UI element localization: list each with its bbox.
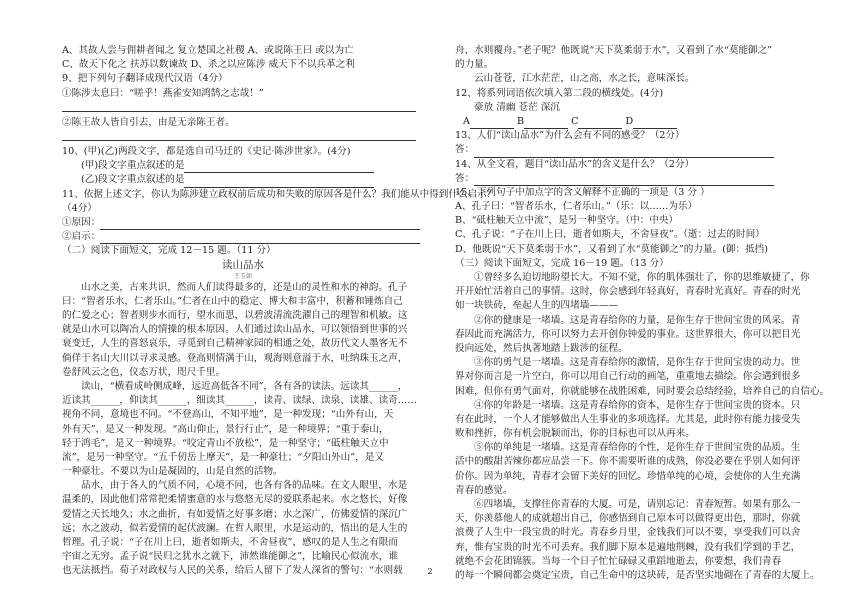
- q15-label: 15、下列句子中加点字的含义解释不正确的一项是（3 分 ）: [455, 186, 710, 198]
- paragraph-1: [62, 281, 424, 380]
- text-line: ⑥四堵墙，支撑住你青春的大厦。可是，请别忘记：青春短暂。如果有那么一: [474, 499, 801, 510]
- text-line: 青春的感觉。: [455, 484, 513, 496]
- blank-a[interactable]: [470, 118, 514, 129]
- q15-option-a[interactable]: A、孔子曰：“智者乐水，仁者乐山。”（乐：以……为乐）: [455, 201, 698, 213]
- text-line: 近读其______，仰读其______，细读其______，读青、读绿、读泉、读雄、读奇……: [62, 395, 417, 407]
- text-line: 舟，水则覆舟。”老子呢？他既说“天下莫柔弱于水”，又看到了水“莫能御之”: [455, 45, 773, 56]
- text-line: 曰：“智者乐水，仁者乐山。”仁者在山中的稳定、博大和丰富中，积蓄和锤炼自己: [62, 295, 403, 307]
- text-line: 流”，是另一种坚守。“五千仞岳上摩天”，是一种豪壮；“夕阳山外山”，是又: [62, 451, 384, 463]
- text-line: 困难，但你有勇气面对，你就能够在战胜困难，同时要会总结经验，培养自己的自信心。: [455, 385, 830, 397]
- blank-d[interactable]: [633, 118, 677, 129]
- text-line: ③你的勇气是一堵墙。这是青春给你的激情，是你生存于世间宝贵的动力。世: [474, 357, 801, 369]
- section-3-header: （三）阅读下面短文，完成 16－19 题。（13 分）: [455, 257, 669, 269]
- text-line: 也无法抵挡。荀子对政权与人民的关系，给后人留下了发人深省的警句：“水则载: [62, 565, 403, 577]
- text-line: 倘佯于名山大川以寻求灵感。登高则情满于山，观海则意溢于水，吐纳珠玉之声，: [62, 352, 408, 364]
- q14-answer: 答：: [455, 172, 807, 186]
- q15-option-b[interactable]: B、“砥柱触天立中流”，是另一种坚守。（中：中央）: [455, 215, 679, 227]
- text-line: 的每一个瞬间都会奠定宝贵，自己生命中的这块砖，是否坚实地砌在了青春的大厦上。: [455, 569, 820, 581]
- text-line: 的力量。: [455, 59, 494, 71]
- text-line: 卷舒风云之色，仪态万状，咫尺千里。: [62, 366, 226, 378]
- q9-label: 9、把下列句子翻译成现代汉语（4分）: [62, 73, 228, 85]
- text-line: 有在此时，一个人才能够做出人生事业的多项选择。尤其是，此时你有能力接受失: [455, 413, 801, 425]
- answer-line[interactable]: [62, 130, 416, 141]
- text-line: 轻于鸿毛”，是又一种境界。“咬定青山不放松”，是一种坚守；“砥柱触天立中: [62, 437, 389, 449]
- paragraph-4: 云山苍苍，江水茫茫，山之高，水之长，意味深长。: [474, 73, 695, 85]
- right-column: [455, 44, 830, 583]
- q13-label: 13、人们“读山品水”为什么会有不同的感受？（2分）: [455, 130, 685, 142]
- blank-b[interactable]: [524, 118, 568, 129]
- text-line: 宇宙之无穷。孟子说“民归之犹水之就下，沛然谁能御之”，比喻民心似流水，谁: [62, 551, 398, 563]
- text-line: 远；水之波动，似若爱情的起伏波澜。在哲人眼里，水是运动的，悟出的是人生的: [62, 522, 408, 534]
- q11-reason: ①原因：: [62, 216, 424, 230]
- text-line: 弃，惟有宝贵的时光不可丢弃。我们脚下原本是遍地荆棘，没有我们学到的手艺，: [455, 541, 801, 553]
- paragraph-2: [62, 380, 424, 479]
- answer-blank[interactable]: [100, 219, 420, 230]
- text-line: 读山，“横看成岭侧成峰，远近高低各不同”，各有各的读法。远读其______，: [81, 380, 408, 392]
- text-line: 春因此而充满活力，你可以努力去开创你钟爱的事业。这世界很大，你可以把目光: [455, 328, 801, 340]
- text-line: ④你的年龄是一堵墙。这是青春给你的资本，是你生存于世间宝贵的资本。只: [474, 399, 801, 411]
- text-line: 的仁爱之心；智者则步水而行，望水而思，以碧波清流洗濯自己的理智和机敏。这: [62, 310, 408, 322]
- text-line: 哲理。孔子说：“子在川上曰，逝者如斯夫，不舍昼夜”，感叹的是人生之有限而: [62, 537, 398, 549]
- text-line: 浪费了人生中一段宝贵的时光。青春乡月里，金钱我们可以不要，享受我们可以舍: [455, 527, 801, 539]
- q11-score: （4分）: [62, 202, 97, 214]
- text-line: 衰变迁，人生的喜怒哀乐，寻觅到自己精神家园的相通之处，故历代文人墨客无不: [62, 338, 408, 350]
- q9-sentence-1: ①陈涉太息曰：“嗟乎！燕雀安知鸿鹄之志哉！”: [62, 87, 264, 99]
- text-line: 山水之美，古来共识，然而人们读得最多的，还是山的灵性和水的神韵。孔子: [81, 281, 408, 293]
- q14-label: 14、从全文看，题目“读山品水”的含义是什么？（2分）: [455, 158, 695, 170]
- paragraph-3: [62, 479, 424, 578]
- q15-option-c[interactable]: C、孔子说：“子在川上曰，逝者如斯夫，不舍昼夜”。（逝：过去的时间）: [455, 229, 765, 241]
- passage-3-body: [455, 271, 830, 583]
- page-number: 2: [427, 567, 433, 576]
- text-line: 活中的酸甜苦辣你都应品尝一下。你不需要听谁的成熟，你没必要在乎别人如何评: [455, 456, 801, 468]
- text-line: 品水，由于各人的气质不同，心境不同，也各有各的品味。在文人眼里，水是: [81, 480, 408, 492]
- q10-item-a: (甲)段文字重点叙述的是: [62, 159, 424, 173]
- text-line: ⑤你的单纯是一堵墙。这是青春给你的个性，是你生存于世间宝贵的品质。生: [474, 442, 801, 454]
- q12-words: 豪放 清幽 苍茫 深沉: [474, 101, 560, 113]
- text-line: 投向远处，然后执著地踏上跋涉的征程。: [455, 342, 628, 354]
- text-line: 价你。因为单纯，青春才会留下美好的回忆。珍惜单纯的心境，会使你的人生充满: [455, 470, 801, 482]
- text-line: ①曾经多么迫切地盼望长大。不知不觉，你的肌体强壮了，你的思维敏捷了，你: [474, 272, 810, 283]
- answer-blank[interactable]: [474, 147, 774, 158]
- article-author: 王玉如: [233, 272, 252, 280]
- text-line: 如一块铁砖，垒起人生的四堵墙———: [455, 300, 619, 312]
- q11-insight: ②启示：: [62, 230, 424, 244]
- article-title: 读山品水: [222, 259, 264, 272]
- q12-blanks: A B C D: [455, 115, 807, 129]
- text-line: 外有天”，是又一种发现。“高山仰止，景行行止”，是一种境界；“重于泰山，: [62, 423, 389, 435]
- section-2-header: （二）阅读下面短文，完成 12－15 题。（11 分）: [62, 245, 276, 257]
- text-line: 就是山水可以陶冶人的情操的根本原因。人们通过读山品水，可以领悟到世事的兴: [62, 324, 408, 336]
- answer-line[interactable]: [62, 101, 416, 112]
- blank-c[interactable]: [578, 118, 622, 129]
- q12-label: 12、将系列词语依次填入第二段的横线处。(4分): [455, 87, 664, 99]
- answer-blank[interactable]: [100, 233, 420, 244]
- text-line: 就绝不会花团锦簇。当每一个日子忙忙碌碌又重蹈地逝去，你要想，我们青春: [455, 555, 782, 567]
- text-line: 一种豪壮。不要以为山是凝固的，山是自然的活物。: [62, 466, 283, 478]
- paragraph-3-continued: [455, 44, 807, 72]
- q8-option-line-1: A、其故人尝与佣耕者闻之 复立楚国之社稷 A、或说陈王曰 或以为亡: [62, 45, 354, 56]
- q9-sentence-2: ②陈王故人皆自引去，由是无亲陈王者。: [62, 116, 235, 128]
- text-line: 天，你羡慕他人的成就超出自己，你感悟到自己原本可以做得更出色，那时，你就: [455, 513, 801, 525]
- answer-blank[interactable]: [474, 175, 774, 186]
- text-line: 视角不同，意境也不同。“不登高山，不知平地”，是一种发现；“山外有山，天: [62, 409, 394, 421]
- text-line: 开开始忙活着自己的事情。这时，你会感到年轻真好，青春时光真好。青春的时光: [455, 286, 801, 298]
- text-line: ②你的健康是一堵墙。这是青春给你的力量，是你生存于世间宝贵的风采。青: [474, 314, 801, 326]
- q13-answer: 答：: [455, 143, 807, 157]
- text-line: 败和挫折，你有机会脱颖而出，你的目标也可以从再来。: [455, 428, 695, 440]
- q10-label: 10、(甲)(乙)两段文字，都是选自司马迁的《史记·陈涉世家》。(4分): [62, 145, 351, 157]
- q15-option-d[interactable]: D、他既说“天下莫柔弱于水”，又看到了水“莫能御之”的力量。(御：抵挡): [455, 243, 769, 255]
- q8-option-line-2: C、故天下化之 扶苏以数谏故 D、杀之以应陈涉 威天下不以兵革之利: [62, 59, 355, 71]
- answer-blank[interactable]: [184, 162, 374, 173]
- text-line: 温柔的，因此他们常常把柔情蜜意的水与悠悠无尽的爱联系起来。水之悠长，好像: [62, 494, 408, 506]
- answer-blank[interactable]: [184, 177, 374, 188]
- q11-label: 11、依据上述文字，你认为陈涉建立政权前后成功和失败的原因各是什么？我们能从中得到什么启示？: [62, 188, 497, 200]
- text-line: 爱情之天长地久；水之曲折，有如爱情之好事多磨；水之深广，仿佛爱情的深沉广: [62, 508, 408, 520]
- text-line: 界对你而言是一片空白，你可以用自己行动的画笔，重重地去描绘。你会遇到很多: [455, 371, 801, 383]
- q10-item-b: (乙)段文字重点叙述的是: [62, 173, 424, 187]
